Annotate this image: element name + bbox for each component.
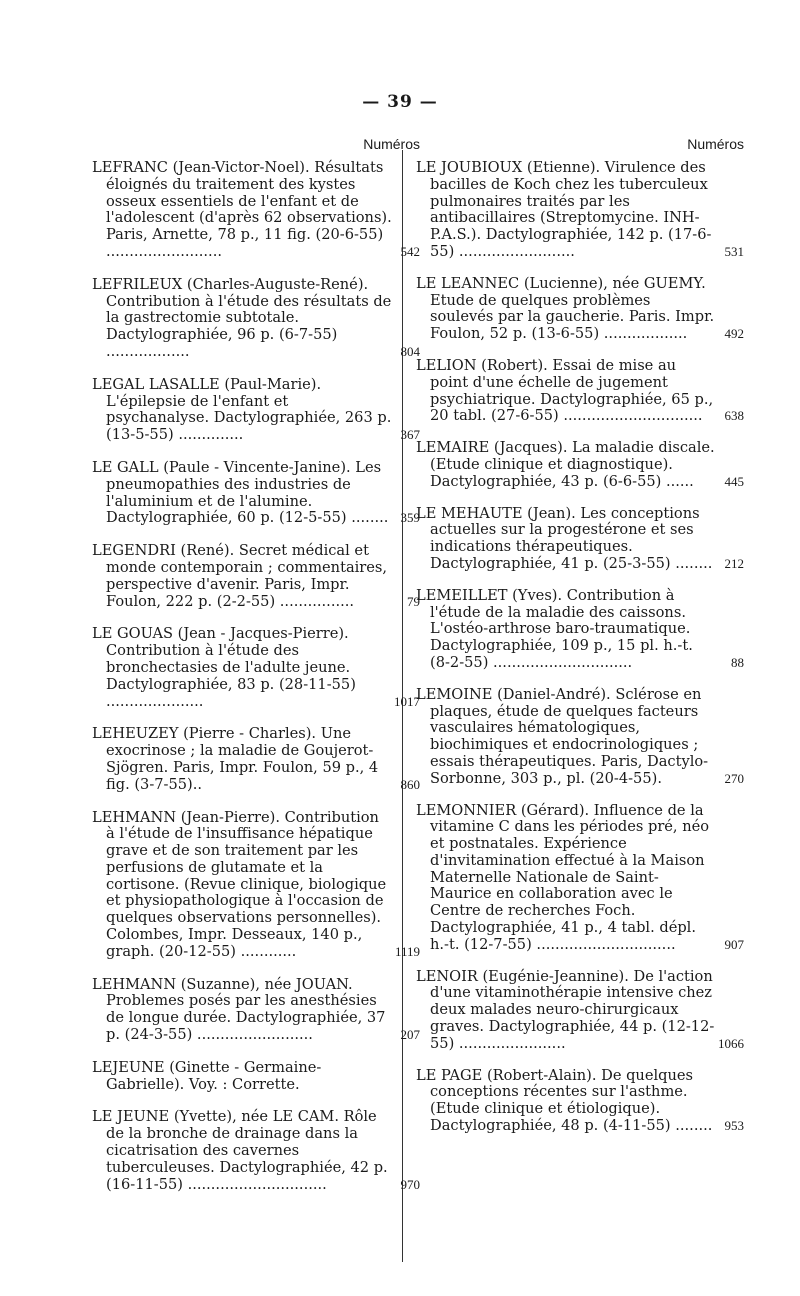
bibliography-entry [92, 375, 420, 444]
entry-number: 207 [400, 1027, 420, 1043]
bibliography-entry [92, 1060, 392, 1094]
bibliography-entry [416, 159, 744, 261]
right-column [416, 136, 744, 1150]
entry-number: 804 [400, 343, 420, 359]
entry-number: 1119 [394, 943, 420, 959]
entry-text: LE JOUBIOUX (Etienne). Virulence des bacilles de Koch chez les tuberculeux pulmonaires traités par les antibacillaires (Streptomycine. INH-P.A.S.). Dactylographiée, 142 p. (17-6-55) ......................... [416, 159, 712, 260]
bibliography-entry [92, 275, 420, 361]
bibliography-entry [416, 586, 744, 672]
entry-text: LEHMANN (Jean-Pierre). Contribution à l'étude de l'insuffisance hépatique grave et de son traitement par les perfusions de glutamate et la cortisone. (Revue clinique, biologique et physiopathologique à l'occasion de quelques observations personnelles). Colombes, Impr. Desseaux, 140 p., graph. (20-12-55) ............ [92, 808, 387, 960]
bibliography-entry [416, 274, 744, 343]
entry-number: 860 [400, 776, 420, 792]
entry-text: LEMOINE (Daniel-André). Sclérose en plaques, étude de quelques facteurs vasculaires hématologiques, biochimiques et endocrinologiques ; essais thérapeutiques. Paris, Dactylo-Sorbonne, 303 p., pl. (20-4-55). [416, 685, 709, 787]
bibliography-entry [92, 458, 420, 527]
entry-text: LENOIR (Eugénie-Jeannine). De l'action d'une vitaminothérapie intensive chez deux malades neuro-chirurgicaux graves. Dactylographiée, 44 p. (12-12-55) ....................... [416, 967, 715, 1052]
entry-text: LEFRANC (Jean-Victor-Noel). Résultats éloignés du traitement des kystes osseux essentiels de l'enfant et de l'adolescent (d'après 62 observations). Paris, Arnette, 78 p., 11 fig. (20-6-55) ......................... [92, 159, 392, 260]
entry-number: 359 [400, 510, 420, 526]
entry-text: LELION (Robert). Essai de mise au point d'une échelle de jugement psychiatrique. Dactylographiée, 65 p., 20 tabl. (27-6-55) .............................. [416, 356, 714, 425]
entry-text: LEMAIRE (Jacques). La maladie discale. (Etude clinique et diagnostique). Dactylographiée, 43 p. (6-6-55) ...... [416, 439, 715, 490]
entry-text: LEMEILLET (Yves). Contribution à l'étude de la maladie des caissons. L'ostéo-arthrose baro-traumatique. Dactylographiée, 109 p., 15 pl. h.-t. (8-2-55) .............................. [416, 586, 693, 671]
entry-text: LE MEHAUTE (Jean). Les conceptions actuelles sur la progestérone et ses indications thérapeutiques. Dactylographiée, 41 p. (25-3-55) ........ [416, 504, 713, 572]
entry-text: LE LEANNEC (Lucienne), née GUEMY. Etude de quelques problèmes soulevés par la gaucherie. Paris. Impr. Foulon, 52 p. (13-6-55) .................. [416, 274, 715, 343]
bibliography-entry [416, 504, 744, 573]
bibliography-entry [416, 967, 744, 1053]
bibliography-entry [416, 1066, 744, 1135]
entry-number: 492 [724, 326, 744, 342]
entry-number: 79 [407, 593, 420, 609]
entry-text: LEHEUZEY (Pierre - Charles). Une exocrinose ; la maladie de Goujerot-Sjögren. Paris, Impr. Foulon, 59 p., 4 fig. (3-7-55).. [92, 725, 379, 793]
entry-number: 88 [731, 654, 744, 670]
column-header: Numéros [687, 136, 744, 152]
bibliography-entry [92, 725, 420, 793]
bibliography-entry [92, 1108, 420, 1193]
left-column [92, 136, 420, 1209]
bibliography-entry [416, 439, 744, 490]
entry-text: LEFRILEUX (Charles-Auguste-René). Contribution à l'étude des résultats de la gastrectomie subtotale. Dactylographiée, 96 p. (6-7-55) .................. [92, 275, 392, 360]
entry-number: 1066 [718, 1035, 744, 1051]
entry-text: LE GALL (Paule - Vincente-Janine). Les pneumopathies des industries de l'aluminium et de l'alumine. Dactylographiée, 60 p. (12-5-55) ........ [92, 458, 389, 527]
bibliography-entry [416, 356, 744, 425]
bibliography-entry [416, 801, 744, 954]
entry-number: 953 [724, 1118, 744, 1134]
bibliography-entry [416, 685, 744, 788]
entry-number: 970 [400, 1176, 420, 1192]
entry-number: 1017 [394, 693, 420, 709]
bibliography-entry [92, 975, 420, 1044]
entry-text: LE GOUAS (Jean - Jacques-Pierre). Contribution à l'étude des bronchectasies de l'adulte jeune. Dactylographiée, 83 p. (28-11-55) ..................... [92, 625, 356, 710]
entry-number: 445 [724, 473, 744, 489]
entry-text: LEJEUNE (Ginette - Germaine-Gabrielle). Voy. : Corrette. [92, 1058, 322, 1093]
entry-text: LEGENDRI (René). Secret médical et monde contemporain ; commentaires, perspective d'avenir. Paris, Impr. Foulon, 222 p. (2-2-55) ................ [92, 542, 388, 610]
entry-number: 367 [400, 427, 420, 443]
entry-number: 270 [724, 770, 744, 786]
entry-text: LEGAL LASALLE (Paul-Marie). L'épilepsie de l'enfant et psychanalyse. Dactylographiée, 263 p. (13-5-55) .............. [92, 375, 392, 444]
entry-number: 542 [400, 243, 420, 259]
page-number: — 39 — [362, 92, 438, 112]
entry-text: LEHMANN (Suzanne), née JOUAN. Problemes posés par les anesthésies de longue durée. Dactylographiée, 37 p. (24-3-55) ......................... [92, 975, 386, 1044]
bibliography-entry [92, 542, 420, 610]
entry-number: 531 [724, 243, 744, 259]
entry-text: LEMONNIER (Gérard). Influence de la vitamine C dans les périodes pré, néo et postnatales. Expérience d'invitamination effectué à la Maison Maternelle Nationale de Saint-Maurice en collaboration avec le Centre de recherches Foch. Dactylographiée, 41 p., 4 tabl. dépl. h.-t. (12-7-55) .............................. [416, 801, 710, 953]
entry-number: 907 [724, 936, 744, 952]
bibliography-entry [92, 808, 420, 961]
column-header: Numéros [363, 136, 420, 152]
bibliography-entry [92, 625, 420, 710]
bibliography-entry [92, 159, 420, 261]
entry-text: LE JEUNE (Yvette), née LE CAM. Rôle de la bronche de drainage dans la cicatrisation des cavernes tuberculeuses. Dactylographiée, 42 p. (16-11-55) .............................. [92, 1108, 388, 1193]
entry-text: LE PAGE (Robert-Alain). De quelques conceptions récentes sur l'asthme. (Etude clinique et étiologique). Dactylographiée, 48 p. (4-11-55) ........ [416, 1066, 713, 1135]
entry-number: 638 [724, 408, 744, 424]
entry-number: 212 [724, 555, 744, 571]
